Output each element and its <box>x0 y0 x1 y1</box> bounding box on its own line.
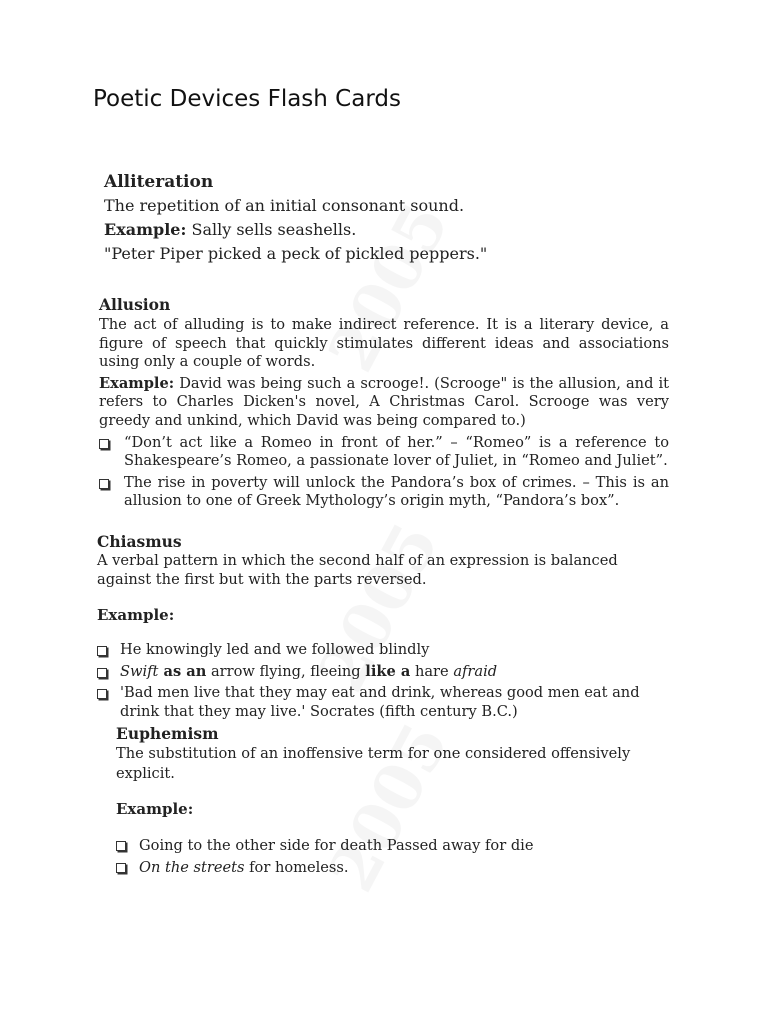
list-item <box>116 836 676 856</box>
checkbox-bullet-icon <box>99 479 109 489</box>
allusion-example <box>99 375 669 431</box>
list-item <box>97 663 667 682</box>
euphemism-heading: Euphemism <box>116 724 219 743</box>
example-text: David was being such a scrooge!. (Scrooge" is the allusion, and it refers to Charles Dicken's novel, A Christmas Carol. Scrooge was very greedy and unkind, which David was being compared to.) <box>99 374 669 429</box>
allusion-example-list <box>99 434 669 511</box>
list-item-text: Going to the other side for death Passed away for die <box>139 837 534 854</box>
chiasmus-example-list <box>97 641 667 721</box>
list-item <box>116 858 676 878</box>
alliteration-heading: Alliteration <box>104 172 214 192</box>
alliteration-extra-example: "Peter Piper picked a peck of pickled peppers." <box>104 244 488 263</box>
checkbox-bullet-icon <box>97 646 107 656</box>
alliteration-definition: The repetition of an initial consonant sound. <box>104 196 465 215</box>
example-text: Sally sells seashells. <box>186 220 357 239</box>
italic-text: afraid <box>453 662 498 680</box>
chiasmus-heading: Chiasmus <box>97 532 182 551</box>
checkbox-bullet-icon <box>116 863 126 873</box>
list-item-text: “Don’t act like a Romeo in front of her.” – “Romeo” is a reference to Shakespeare’s Romeo, a passionate lover of Juliet, in “Romeo and Juliet”. <box>124 433 669 470</box>
euphemism-definition: The substitution of an inoffensive term for one considered offensively explicit. <box>116 745 631 782</box>
bold-text: as an <box>158 662 207 680</box>
italic-text: Swift <box>120 662 159 680</box>
list-item <box>97 684 667 721</box>
euphemism-example-list <box>116 836 676 877</box>
checkbox-bullet-icon <box>97 689 107 699</box>
list-item-text: hare <box>410 662 454 680</box>
example-label: Example: <box>99 374 175 392</box>
list-item-text: arrow flying, fleeing <box>206 662 366 680</box>
chiasmus-card <box>97 532 667 725</box>
allusion-card <box>99 294 669 514</box>
chiasmus-definition: A verbal pattern in which the second half of an expression is balanced against the first but with the parts reversed. <box>97 552 618 588</box>
list-item <box>99 434 669 471</box>
checkbox-bullet-icon <box>116 841 126 851</box>
euphemism-card <box>116 723 676 879</box>
bold-text: like a <box>365 662 411 680</box>
alliteration-example <box>104 218 534 242</box>
allusion-heading: Allusion <box>99 295 171 314</box>
euphemism-example-label: Example: <box>116 800 194 818</box>
example-label: Example: <box>104 220 187 239</box>
list-item <box>99 474 669 511</box>
list-item <box>97 641 667 660</box>
italic-text: On the streets <box>139 858 245 876</box>
checkbox-bullet-icon <box>97 668 107 678</box>
list-item-text: for homeless. <box>244 858 349 876</box>
list-item-text: 'Bad men live that they may eat and drink, whereas good men eat and drink that they may live.' Socrates (fifth century B.C.) <box>120 684 640 720</box>
list-item-text: He knowingly led and we followed blindly <box>120 641 430 659</box>
alliteration-card <box>104 170 534 266</box>
checkbox-bullet-icon <box>99 439 109 449</box>
list-item-text: The rise in poverty will unlock the Pandora’s box of crimes. – This is an allusion to one of Greek Mythology’s origin myth, “Pandora’s box”. <box>124 473 669 510</box>
chiasmus-example-label: Example: <box>97 606 175 625</box>
allusion-definition: The act of alluding is to make indirect reference. It is a literary device, a figure of speech that quickly stimulates different ideas and associations using only a couple of words. <box>99 316 669 371</box>
document-title: Poetic Devices Flash Cards <box>93 86 401 112</box>
